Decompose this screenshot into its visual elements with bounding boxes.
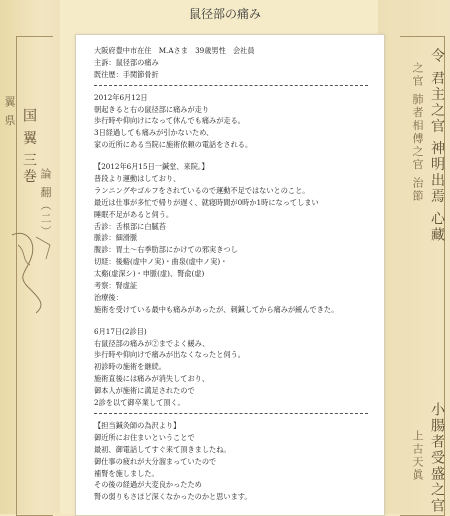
section-line: 施術を受けている最中も痛みがあったが、刺鍼してから痛みが緩んできた。 <box>94 304 339 314</box>
page-title: 鼠径部の痛み <box>188 7 261 21</box>
article-body <box>94 45 368 503</box>
section-line: 考察：腎虚証 <box>94 281 138 291</box>
section-line: 腎の弱りもさほど深くなかったのかと思います。 <box>94 492 252 502</box>
section-second-visit <box>94 326 368 409</box>
background-left-lower-chars: 論 翻（二） <box>39 168 52 239</box>
section-line: 腹診：胃土～右季肋部にかけての邪実きつし <box>94 245 238 255</box>
section-line: ランニングやゴルフをされているので運動不足ではないとのこと。 <box>94 185 310 195</box>
section-line: 最近は仕事が多忙で帰りが遅く、就寝時間が0時か1時になってしまい <box>94 197 319 207</box>
background-sketch-illustration <box>6 225 56 315</box>
section-first-visit <box>94 161 368 316</box>
dashed-divider <box>94 85 368 86</box>
section-line: 御本人が施術に満足されたので <box>94 386 195 396</box>
section-heading: 【2012年6月15日一鍼堂、来院。】 <box>94 162 209 172</box>
section-line: 舌診：舌根部に白膩苔 <box>94 221 166 231</box>
section-practitioner-note <box>94 420 368 503</box>
section-line: 普段より運動はしており、 <box>94 174 181 184</box>
profile-line: 大阪府豊中市在住 M.Aさま 39歳男性 会社員 <box>94 46 255 55</box>
section-line: 朝起きると右の鼠径部に痛みが走り <box>94 104 210 114</box>
section-line: 2診を以て御卒業して頂く。 <box>94 398 185 408</box>
section-line: 3日経過しても痛みが引かないため、 <box>94 128 214 138</box>
background-right-col2: 之官 肺者相傅之官 治節 <box>411 62 424 203</box>
background-right-col4: 上古天眞 <box>411 430 424 482</box>
background-right-col1: 令 君主之官 神明出焉 心藏 <box>429 48 445 244</box>
section-heading: 6月17日(2診目) <box>94 326 147 336</box>
section-heading: 【担当鍼灸師の為沢より】 <box>94 420 181 430</box>
section-line: 右鼠径部の痛みが②までよく緩み、 <box>94 338 210 348</box>
article-card <box>75 34 385 516</box>
section-line: 家の近所にある当院に施術依頼の電話をされる。 <box>94 140 253 150</box>
section-line: 歩行時や仰向けになって休んでも痛みが走る。 <box>94 116 245 126</box>
background-left-side-chars: 国 翼 三巻 <box>21 108 37 185</box>
background-right-col3: 小腸者受盛之官 <box>429 402 445 514</box>
section-line: その後の経過が大変良かったため <box>94 480 202 490</box>
section-line: 御近所にお住まいということで <box>94 432 195 442</box>
section-line: 歩行時や仰向けで痛みが出なくなったと伺う。 <box>94 350 245 360</box>
section-line: 治療後： <box>94 292 123 302</box>
section-line: 最初、御電話してすぐ来て頂きましたね。 <box>94 444 231 454</box>
profile-line: 主訴：鼠径部の痛み <box>94 57 159 67</box>
profile-line: 既往歴：手関節骨折 <box>94 69 159 79</box>
section-line: 施術直後には痛みが消失しており、 <box>94 374 210 384</box>
section-line: 補腎を施しました。 <box>94 468 159 478</box>
section-onset <box>94 92 368 151</box>
section-line: 2012年6月12日 <box>94 92 148 102</box>
section-line: 睡眠不足があると伺う。 <box>94 209 174 219</box>
section-line: 御仕事の疲れが大分溜まっていたので <box>94 456 217 466</box>
background-left-top-chars: 翼 県 <box>3 96 16 128</box>
section-line: 初診時の施術を継続。 <box>94 362 166 372</box>
profile-block <box>94 45 368 81</box>
section-line: 脈診：細滑脈 <box>94 233 138 243</box>
section-line: 切経：後谿(虚中ノ実)・曲泉(虚中ノ実)・ <box>94 257 228 267</box>
section-line: 太谿(虚深シ)・申脈(虚)、腎兪(虚) <box>94 269 205 279</box>
dashed-divider <box>94 413 368 414</box>
